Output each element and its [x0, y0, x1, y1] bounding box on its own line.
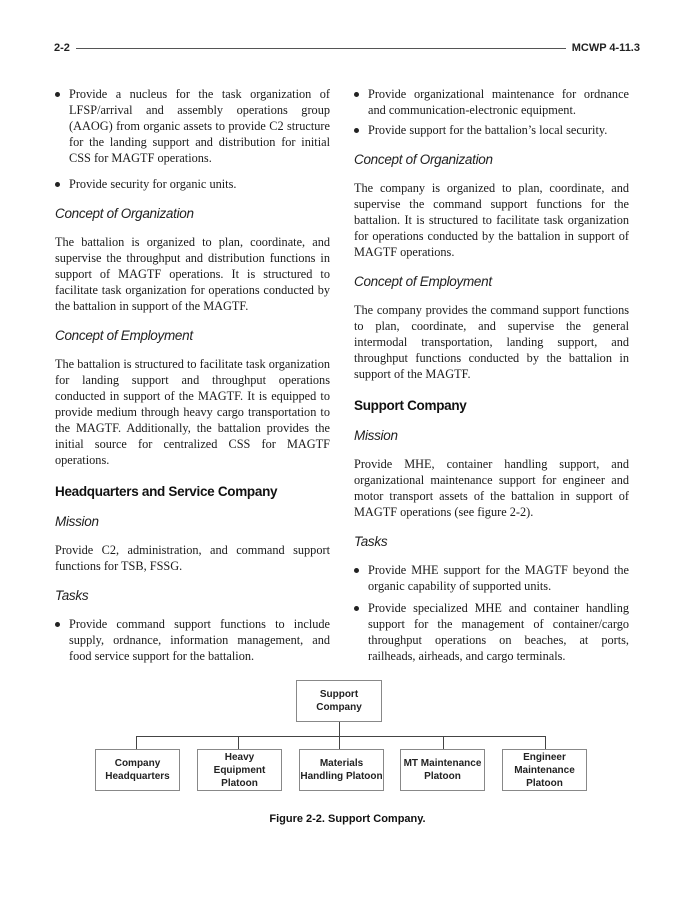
connector-line: [443, 736, 444, 749]
connector-line: [136, 736, 137, 749]
bullet-text: Provide command support functions to include supply, ordnance, information management, and food service support for the battalion.: [69, 617, 330, 663]
bullet-text: Provide organizational maintenance for ordnance and communication-electronic equipment.: [368, 87, 629, 117]
connector-line: [339, 736, 340, 749]
section-heading: Concept of Employment: [354, 274, 492, 289]
bullet-icon: [354, 92, 359, 97]
connector-line: [136, 736, 545, 737]
list-item: [354, 562, 629, 594]
figure-caption: Figure 2-2. Support Company.: [269, 813, 426, 825]
major-heading: Support Company: [354, 398, 467, 413]
major-heading: Headquarters and Service Company: [55, 484, 278, 499]
paragraph: The company provides the command support functions to plan, coordinate, and supervise the general intermodal transportation, landing support, and throughput functions conducted by the battalion in support of the MAGTF.: [354, 303, 629, 381]
bullet-text: Provide MHE support for the MAGTF beyond the organic capability of supported units.: [368, 563, 629, 593]
paragraph: The battalion is structured to facilitate task organization for landing support and throughput operations conducted in support of the MAGTF. It is equipped to provide medium through heavy cargo transportation to the MAGTF. Additionally, the battalion provides the initial source for centralized CSS for MAGTF operations.: [55, 357, 330, 467]
org-box-child: Engineer Maintenance Platoon: [502, 749, 587, 791]
section-heading: Concept of Employment: [55, 328, 193, 343]
bullet-icon: [354, 128, 359, 133]
bullet-icon: [354, 606, 359, 611]
section-heading: Concept of Organization: [55, 206, 194, 221]
right-column: [354, 86, 629, 674]
page-number: 2-2: [54, 42, 70, 54]
paragraph: Provide C2, administration, and command support functions for TSB, FSSG.: [55, 543, 330, 573]
paragraph: The company is organized to plan, coordinate, and supervise the command support functions for the battalion. It is structured to facilitate task organization for operations conducted by the battalion in support of MAGTF operations.: [354, 181, 629, 259]
list-item: [55, 86, 330, 166]
org-box-child: Materials Handling Platoon: [299, 749, 384, 791]
org-box-child: Heavy Equipment Platoon: [197, 749, 282, 791]
connector-line: [545, 736, 546, 749]
org-box-child: MT Maintenance Platoon: [400, 749, 485, 791]
bullet-icon: [55, 622, 60, 627]
connector-line: [238, 736, 239, 749]
bullet-icon: [55, 182, 60, 187]
paragraph: The battalion is organized to plan, coordinate, and supervise the throughput and distribution functions in support of MAGTF operations. It is structured to facilitate task organization for operations conducted by the battalion in support of the MAGTF.: [55, 235, 330, 313]
page-header: [54, 40, 640, 56]
paragraph: Provide MHE, container handling support, and organizational maintenance support for engineer and motor transport assets of the battalion in support of MAGTF operations (see figure 2-2).: [354, 457, 629, 519]
section-heading: Mission: [55, 514, 99, 529]
bullet-text: Provide specialized MHE and container handling support for the management of container/cargo throughput operations on beaches, at ports, railheads, airheads, and cargo terminals.: [368, 601, 629, 663]
bullet-text: Provide support for the battalion’s local security.: [368, 123, 608, 137]
list-item: [354, 600, 629, 664]
list-item: [55, 616, 330, 664]
org-box-root: Support Company: [296, 680, 382, 722]
list-item: [55, 176, 330, 192]
bullet-icon: [354, 568, 359, 573]
list-item: [354, 122, 629, 138]
section-heading: Concept of Organization: [354, 152, 493, 167]
bullet-icon: [55, 92, 60, 97]
bullet-text: Provide security for organic units.: [69, 177, 237, 191]
section-heading: Tasks: [354, 534, 388, 549]
left-column: [55, 86, 330, 674]
list-item: [354, 86, 629, 118]
header-rule: [76, 48, 566, 49]
document-id: MCWP 4-11.3: [571, 42, 640, 54]
connector-line: [339, 722, 340, 736]
org-box-child: Company Headquarters: [95, 749, 180, 791]
section-heading: Tasks: [55, 588, 89, 603]
org-chart: [0, 670, 695, 810]
bullet-text: Provide a nucleus for the task organization of LFSP/arrival and assembly operations group (AAOG) from organic assets to provide C2 structure for the landing support and distribution for initial CSS for MAGTF operations.: [69, 87, 330, 165]
section-heading: Mission: [354, 428, 398, 443]
